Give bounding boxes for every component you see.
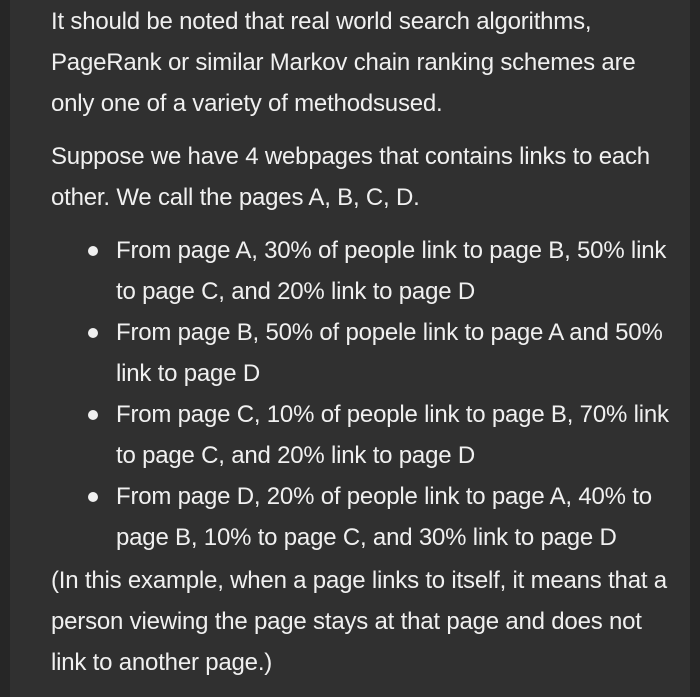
list-item-text: From page D, 20% of people link to page A, 40% to page B, 10% to page C, and 30% link to page D bbox=[116, 483, 652, 551]
intro-paragraph: It should be noted that real world search algorithms, PageRank or similar Markov chain ranking schemes are only one of a variety of methodsused. bbox=[51, 8, 636, 117]
list-item-text: From page C, 10% of people link to page B, 70% link to page C, and 20% link to page D bbox=[116, 401, 669, 469]
bullet-icon bbox=[88, 246, 98, 256]
left-edge bbox=[0, 0, 10, 697]
setup-paragraph: Suppose we have 4 webpages that contains links to each other. We call the pages A, B, C, D. bbox=[51, 143, 650, 211]
list-item-page-d bbox=[51, 476, 676, 558]
document-content bbox=[51, 0, 676, 683]
bullet-icon bbox=[88, 328, 98, 338]
list-item-page-c bbox=[51, 394, 676, 476]
list-item-text: From page B, 50% of popele link to page A and 50% link to page D bbox=[116, 319, 663, 387]
list-item-text: From page A, 30% of people link to page B, 50% link to page C, and 20% link to page D bbox=[116, 237, 667, 305]
list-item-page-b bbox=[51, 312, 676, 394]
note-paragraph: (In this example, when a page links to itself, it means that a person viewing the page stays at that page and does not link to another page.) bbox=[51, 567, 667, 676]
bullet-icon bbox=[88, 492, 98, 502]
list-item-page-a bbox=[51, 230, 676, 312]
right-edge bbox=[690, 0, 700, 697]
bullet-icon bbox=[88, 410, 98, 420]
link-probability-list bbox=[51, 230, 676, 558]
